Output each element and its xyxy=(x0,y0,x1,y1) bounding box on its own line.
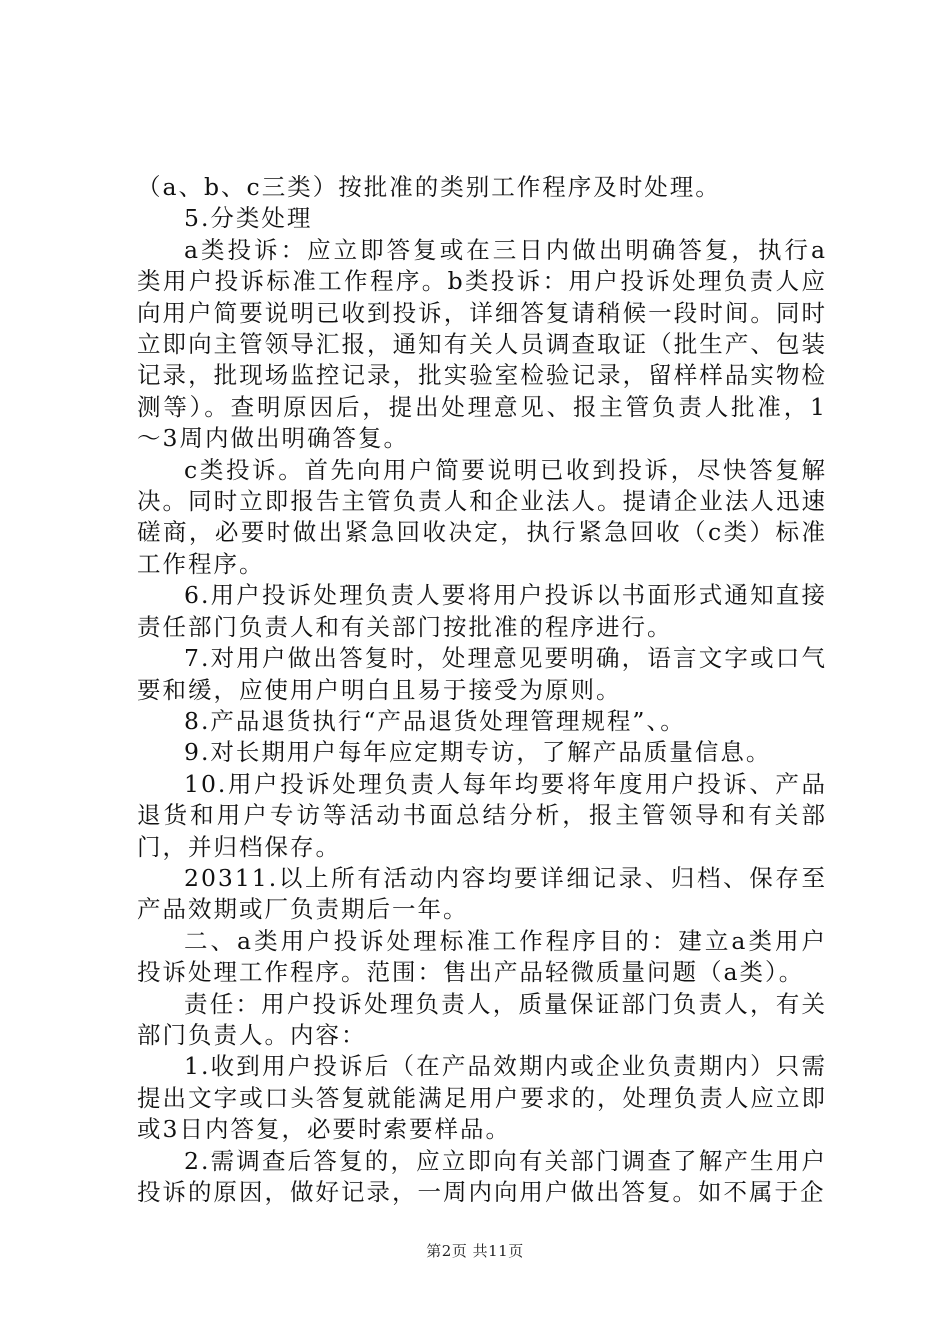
paragraph-5: 6.用户投诉处理负责人要将用户投诉以书面形式通知直接责任部门负责人和有关部门按批准的程序进行。 xyxy=(137,581,827,641)
paragraph-11: 二、a类用户投诉处理标准工作程序目的：建立a类用户投诉处理工作程序。范围：售出产品轻微质量问题（a类）。 xyxy=(137,926,827,987)
paragraph-2-heading: 5.分类处理 xyxy=(184,204,313,233)
page-number-footer: 第2页 共11页 xyxy=(426,1242,524,1260)
paragraph-1: （a、b、c三类）按批准的类别工作程序及时处理。 xyxy=(137,173,721,201)
paragraph-9: 10.用户投诉处理负责人每年均要将年度用户投诉、产品退货和用户专访等活动书面总结分析，报主管领导和有关部门，并归档保存。 xyxy=(137,769,827,861)
paragraph-13: 1.收到用户投诉后（在产品效期内或企业负责期内）只需提出文字或口头答复就能满足用户要求的，处理负责人应立即或3日内答复，必要时索要样品。 xyxy=(137,1052,827,1144)
paragraph-6: 7.对用户做出答复时，处理意见要明确，语言文字或口气要和缓，应使用户明白且易于接受为原则。 xyxy=(137,644,827,704)
paragraph-7: 8.产品退货执行“产品退货处理管理规程”、。 xyxy=(184,706,686,735)
document-body xyxy=(137,172,827,1208)
paragraph-10: 20311.以上所有活动内容均要详细记录、归档、保存至产品效期或厂负责期后一年。 xyxy=(137,863,827,924)
paragraph-12: 责任：用户投诉处理负责人，质量保证部门负责人，有关部门负责人。内容： xyxy=(137,989,827,1049)
paragraph-8: 9.对长期用户每年应定期专访，了解产品质量信息。 xyxy=(184,738,772,767)
paragraph-4: c类投诉。首先向用户简要说明已收到投诉，尽快答复解决。同时立即报告主管负责人和企业法人。提请企业法人迅速磋商，必要时做出紧急回收决定，执行紧急回收（c类）标准工作程序。 xyxy=(137,455,827,578)
paragraph-3: a类投诉：应立即答复或在三日内做出明确答复，执行a类用户投诉标准工作程序。b类投诉：用户投诉处理负责人应向用户简要说明已收到投诉，详细答复请稍候一段时间。同时立即向主管领导汇报，通知有关人员调查取证（批生产、包装记录，批现场监控记录，批实验室检验记录，留样样品实物检测等）。查明原因后，提出处理意见、报主管负责人批准，1～3周内做出明确答复。 xyxy=(137,235,827,453)
paragraph-14: 2.需调查后答复的，应立即向有关部门调查了解产生用户投诉的原因，做好记录，一周内向用户做出答复。如不属于企 xyxy=(137,1146,827,1206)
